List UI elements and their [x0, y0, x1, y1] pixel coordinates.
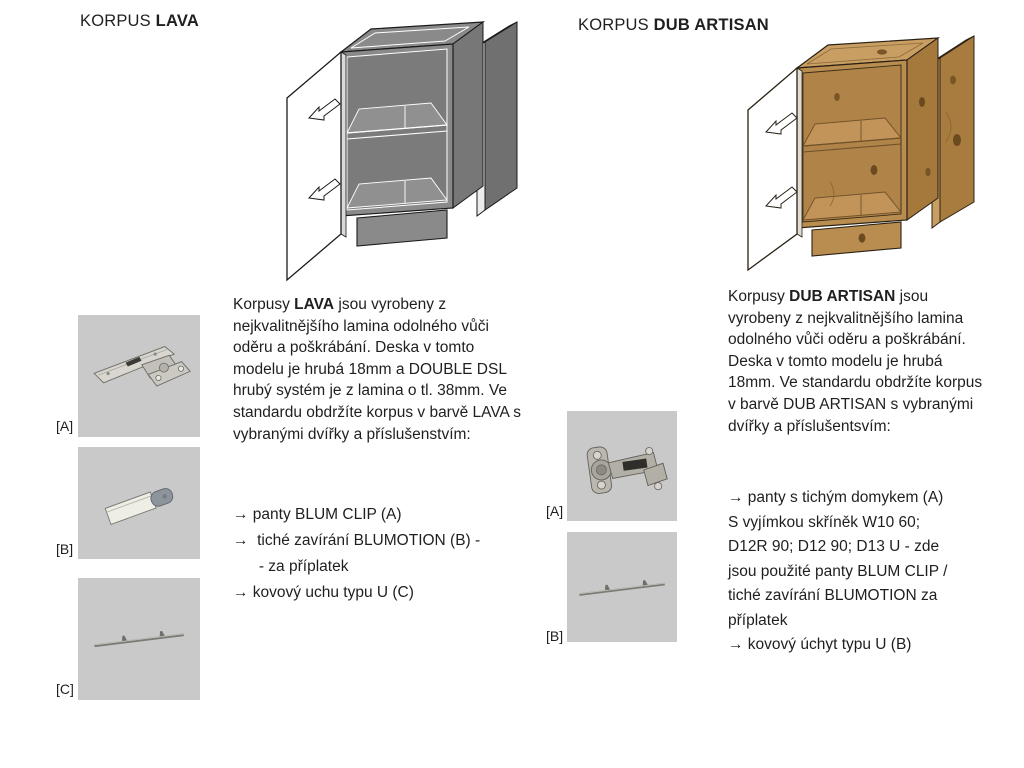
title-prefix: KORPUS — [80, 12, 156, 30]
bullet-line: příplatek — [728, 611, 788, 629]
description-lava — [233, 294, 523, 445]
product-image-u-handle — [567, 532, 677, 642]
cabinet-illustration-dub-artisan — [742, 22, 982, 272]
product-image-u-handle — [78, 578, 200, 700]
title-bold: DUB ARTISAN — [653, 16, 769, 34]
title-bold: LAVA — [155, 12, 199, 30]
image-label-b: [B] — [546, 628, 564, 644]
para-rest: jsou vyrobeny z nejkvalitnějšího lamina odolného vůči oděru a poškrábání. Deska v tomto modelu je hrubá 18mm a DOUBLE DSL hrubý systém je z lamina o tl. 38mm. Ve standardu obdržíte korpus v barvě LAVA s vybranými dvířky a příslušenstvím: — [233, 296, 522, 443]
bullet-line: - za příplatek — [233, 558, 349, 575]
bullet-line: → panty BLUM CLIP (A) — [233, 506, 402, 523]
bullet-line: → tiché zavírání BLUMOTION (B) - — [233, 532, 481, 549]
bullet-list-dub-artisan — [728, 486, 1008, 658]
bullet-list-lava — [233, 502, 533, 606]
para-prefix: Korpusy — [728, 288, 790, 305]
product-image-blumotion-damper — [78, 447, 200, 559]
bullet-line: tiché zavírání BLUMOTION za — [728, 587, 938, 604]
title-prefix: KORPUS — [578, 16, 654, 34]
image-label-a: [A] — [546, 503, 564, 519]
para-rest: jsou vyrobeny z nejkvalitnějšího lamina odolného vůči oděru a poškrábání. Deska v tomto modelu je hrubá 18mm. Ve standardu obdržíte korpus v barvě DUB ARTISAN s vybranými dvířky a příslušentsvím: — [728, 288, 983, 435]
bullet-line: S vyjímkou skříněk W10 60; — [728, 513, 921, 531]
description-dub-artisan — [728, 286, 986, 437]
image-label-a: [A] — [56, 418, 74, 434]
para-prefix: Korpusy — [233, 296, 295, 313]
bullet-line: → kovový úchyt typu U (B) — [728, 636, 912, 653]
product-image-blum-clip-hinge — [78, 315, 200, 437]
product-image-soft-close-hinge — [567, 411, 677, 521]
bullet-line: → kovový uchu typu U (C) — [233, 584, 414, 601]
cabinet-illustration-lava — [283, 2, 523, 282]
section-title-dub-artisan — [578, 16, 769, 35]
para-bold: LAVA — [294, 296, 335, 313]
para-bold: DUB ARTISAN — [789, 288, 896, 305]
image-label-b: [B] — [56, 541, 74, 557]
image-label-c: [C] — [56, 681, 74, 697]
bullet-line: D12R 90; D12 90; D13 U - zde — [728, 538, 940, 555]
bullet-line: → panty s tichým domykem (A) — [728, 489, 944, 506]
bullet-line: jsou použité panty BLUM CLIP / — [728, 562, 948, 580]
section-title-lava — [80, 12, 199, 31]
